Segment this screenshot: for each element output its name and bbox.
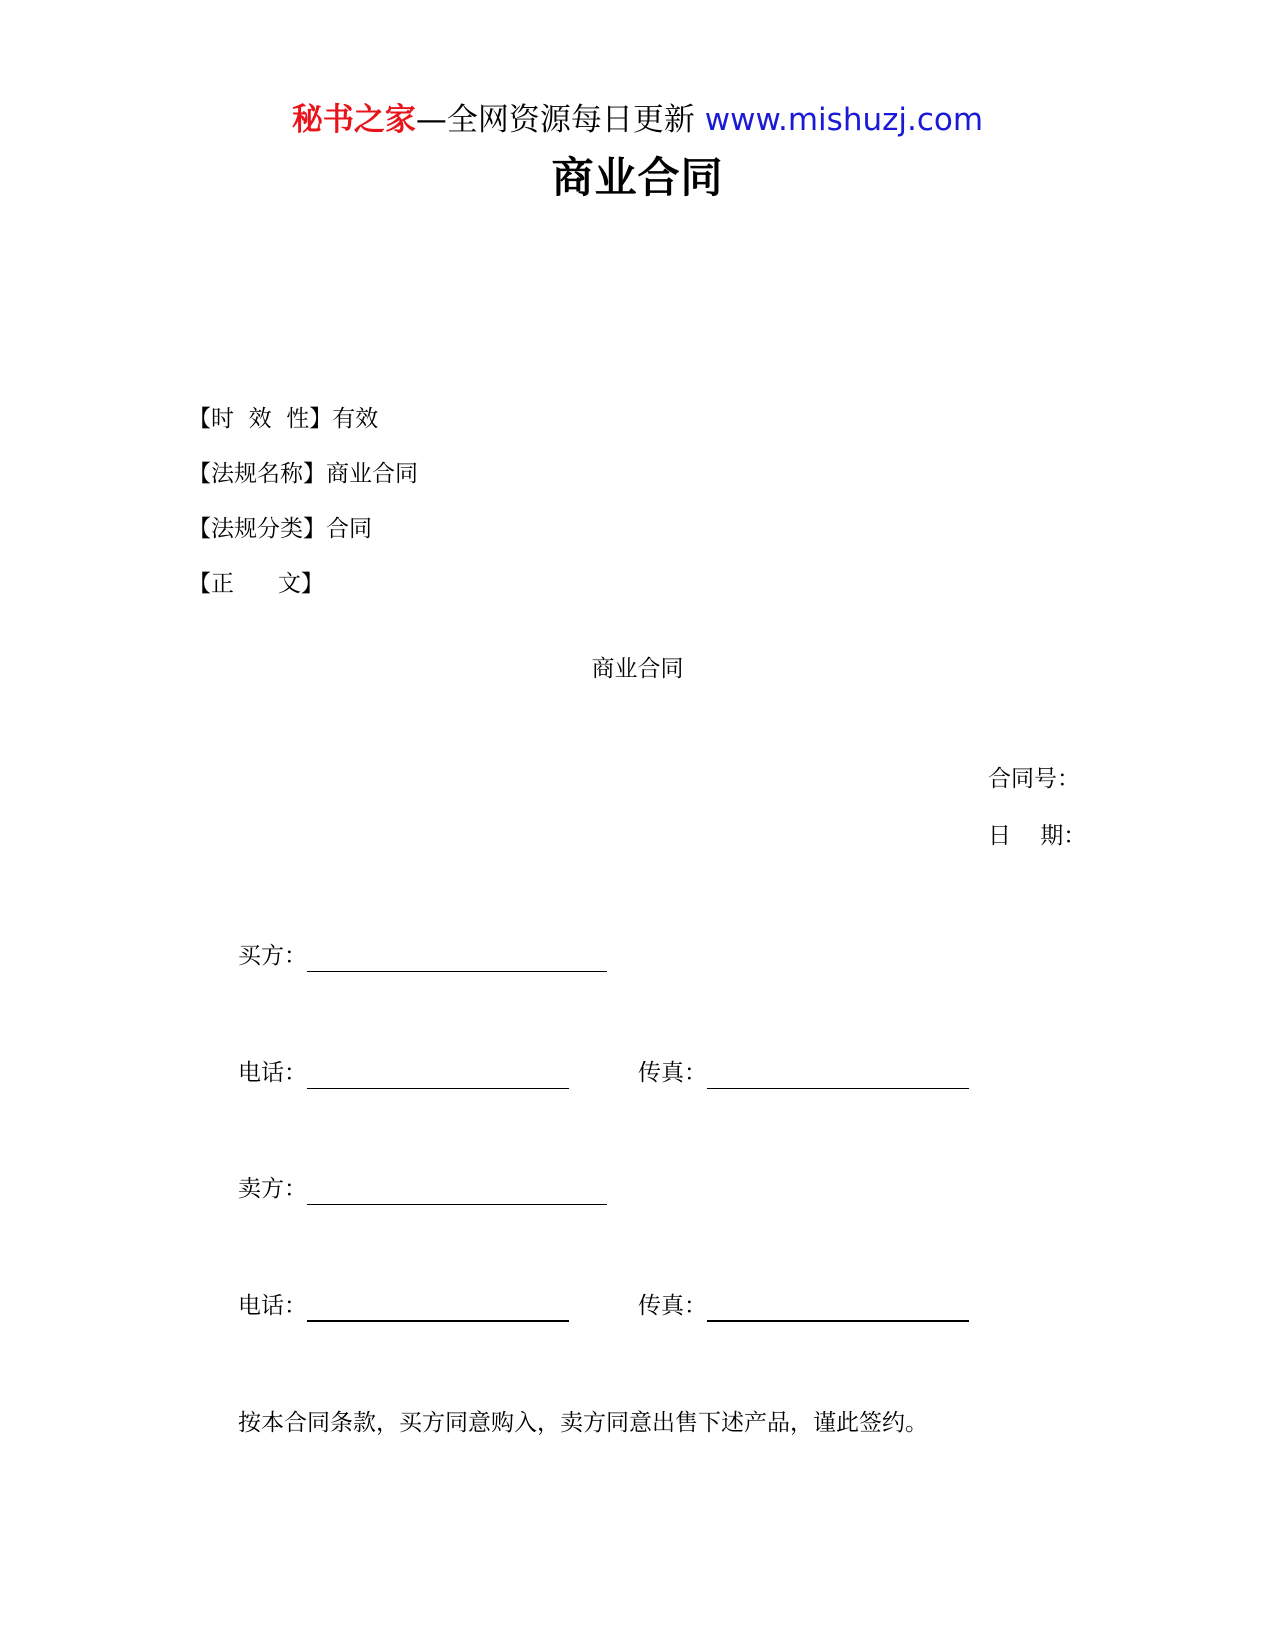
meta-validity [188, 403, 378, 435]
contract-date-field [988, 820, 1086, 852]
seller-phone-label: 电话： [238, 1293, 307, 1319]
meta-regulation-category [188, 513, 372, 545]
body-label: 【正 文】 [188, 571, 324, 597]
site-url-link[interactable]: www.mishuzj.com [704, 102, 984, 138]
contract-number-field [988, 763, 1080, 795]
validity-label: 【时 效 性】 [188, 406, 333, 432]
site-banner [0, 100, 1275, 140]
seller-phone-blank[interactable] [307, 1294, 569, 1322]
contract-number-label: 合同号： [988, 766, 1080, 792]
seller-fax-field [638, 1290, 969, 1322]
seller-fax-label: 传真： [638, 1293, 707, 1319]
brand-name: 秘书之家 [291, 102, 416, 138]
buyer-phone-field [238, 1057, 569, 1089]
buyer-label: 买方： [238, 943, 307, 969]
banner-tagline: —全网资源每日更新 [415, 102, 705, 138]
contract-date-label: 日 期： [988, 823, 1087, 849]
regulation-name-value: 商业合同 [326, 461, 418, 487]
regulation-category-value: 合同 [326, 516, 372, 542]
regulation-name-label: 【法规名称】 [188, 461, 326, 487]
buyer-phone-label: 电话： [238, 1060, 307, 1086]
buyer-phone-blank[interactable] [307, 1062, 569, 1089]
document-title: 商业合同 [551, 153, 724, 202]
buyer-fax-label: 传真： [638, 1060, 707, 1086]
buyer-field [238, 940, 607, 972]
seller-fax-blank[interactable] [707, 1294, 969, 1322]
buyer-blank[interactable] [307, 945, 607, 972]
buyer-fax-field [638, 1057, 969, 1089]
regulation-category-label: 【法规分类】 [188, 516, 326, 542]
contract-subtitle: 商业合同 [591, 656, 684, 682]
buyer-fax-blank[interactable] [707, 1062, 969, 1089]
meta-regulation-name [188, 458, 418, 490]
validity-value: 有效 [332, 406, 379, 432]
seller-field [238, 1173, 607, 1205]
seller-blank[interactable] [307, 1178, 607, 1205]
seller-phone-field [238, 1290, 569, 1322]
agreement-statement: 按本合同条款，买方同意购入，卖方同意出售下述产品，谨此签约。 [238, 1410, 928, 1436]
meta-body [188, 568, 324, 600]
seller-label: 卖方： [238, 1176, 307, 1202]
